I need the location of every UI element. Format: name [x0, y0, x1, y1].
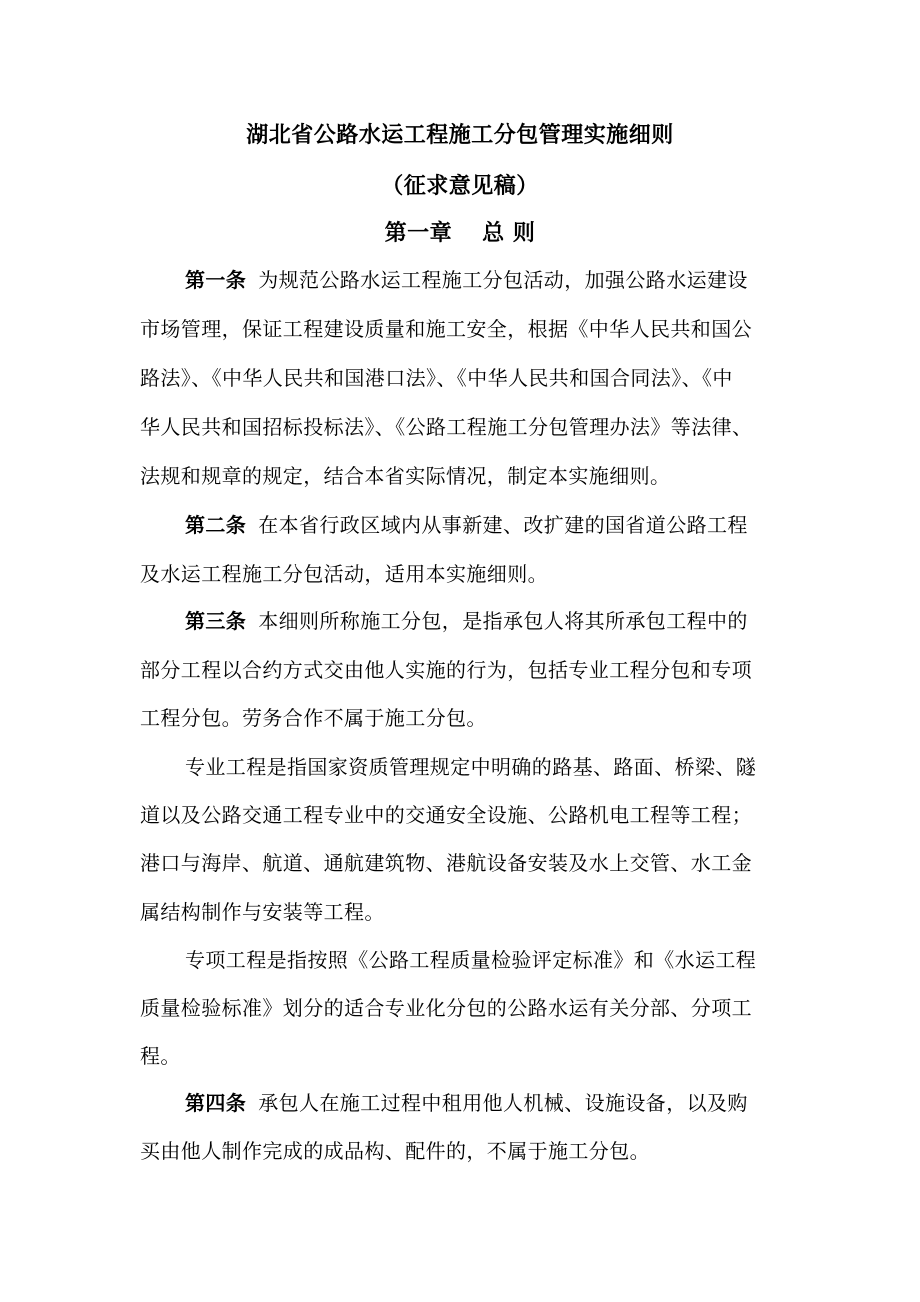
article-2-line-2: 及水运工程施工分包活动，适用本实施细则。 — [140, 562, 548, 586]
article-3-line-2: 部分工程以合约方式交由他人实施的行为，包括专业工程分包和专项 — [140, 658, 752, 682]
paragraph-professional-line-1: 专业工程是指国家资质管理规定中明确的路基、路面、桥梁、隧 — [185, 755, 757, 779]
article-1-line-5: 法规和规章的规定，结合本省实际情况，制定本实施细则。 — [140, 464, 671, 488]
paragraph-special-line-1: 专项工程是指按照《公路工程质量检验评定标准》和《水运工程 — [185, 948, 757, 972]
article-1-line-1: 第一条 为规范公路水运工程施工分包活动，加强公路水运建设 — [185, 268, 748, 292]
article-1-line-4: 华人民共和国招标投标法》、《公路工程施工分包管理办法》等法律、 — [140, 415, 753, 439]
article-3-line-3: 工程分包。劳务合作不属于施工分包。 — [140, 706, 487, 730]
chapter-number: 第一章 — [384, 220, 453, 246]
chapter-heading — [0, 218, 920, 248]
paragraph-professional-line-3: 港口与海岸、航道、通航建筑物、港航设备安装及水上交管、水工金 — [140, 851, 752, 875]
article-4-heading: 第四条 — [185, 1091, 247, 1115]
article-3-line-1: 第三条 本细则所称施工分包，是指承包人将其所承包工程中的 — [185, 609, 748, 633]
article-1-line-3: 路法》、《中华人民共和国港口法》、《中华人民共和国合同法》、《中 — [140, 366, 733, 390]
article-3-heading: 第三条 — [185, 609, 247, 633]
article-2-line-1: 第二条 在本省行政区域内从事新建、改扩建的国省道公路工程 — [185, 513, 748, 537]
document-subtitle: （征求意见稿） — [381, 173, 539, 199]
chapter-name: 总 则 — [482, 220, 536, 246]
article-4-line-1: 第四条 承包人在施工过程中租用他人机械、设施设备，以及购 — [185, 1091, 748, 1115]
paragraph-special-line-2: 质量检验标准》划分的适合专业化分包的公路水运有关分部、分项工 — [140, 996, 752, 1020]
article-4-line-2: 买由他人制作完成的成品构、配件的，不属于施工分包。 — [140, 1139, 650, 1163]
article-1-heading: 第一条 — [185, 268, 247, 292]
paragraph-special-line-3: 程。 — [140, 1044, 181, 1068]
document-title: 湖北省公路水运工程施工分包管理实施细则 — [246, 122, 674, 148]
article-1-line-2: 市场管理，保证工程建设质量和施工安全，根据《中华人民共和国公 — [140, 317, 752, 341]
paragraph-professional-line-2: 道以及公路交通工程专业中的交通安全设施、公路机电工程等工程； — [140, 803, 752, 827]
article-2-heading: 第二条 — [185, 513, 247, 537]
paragraph-professional-line-4: 属结构制作与安装等工程。 — [140, 900, 385, 924]
